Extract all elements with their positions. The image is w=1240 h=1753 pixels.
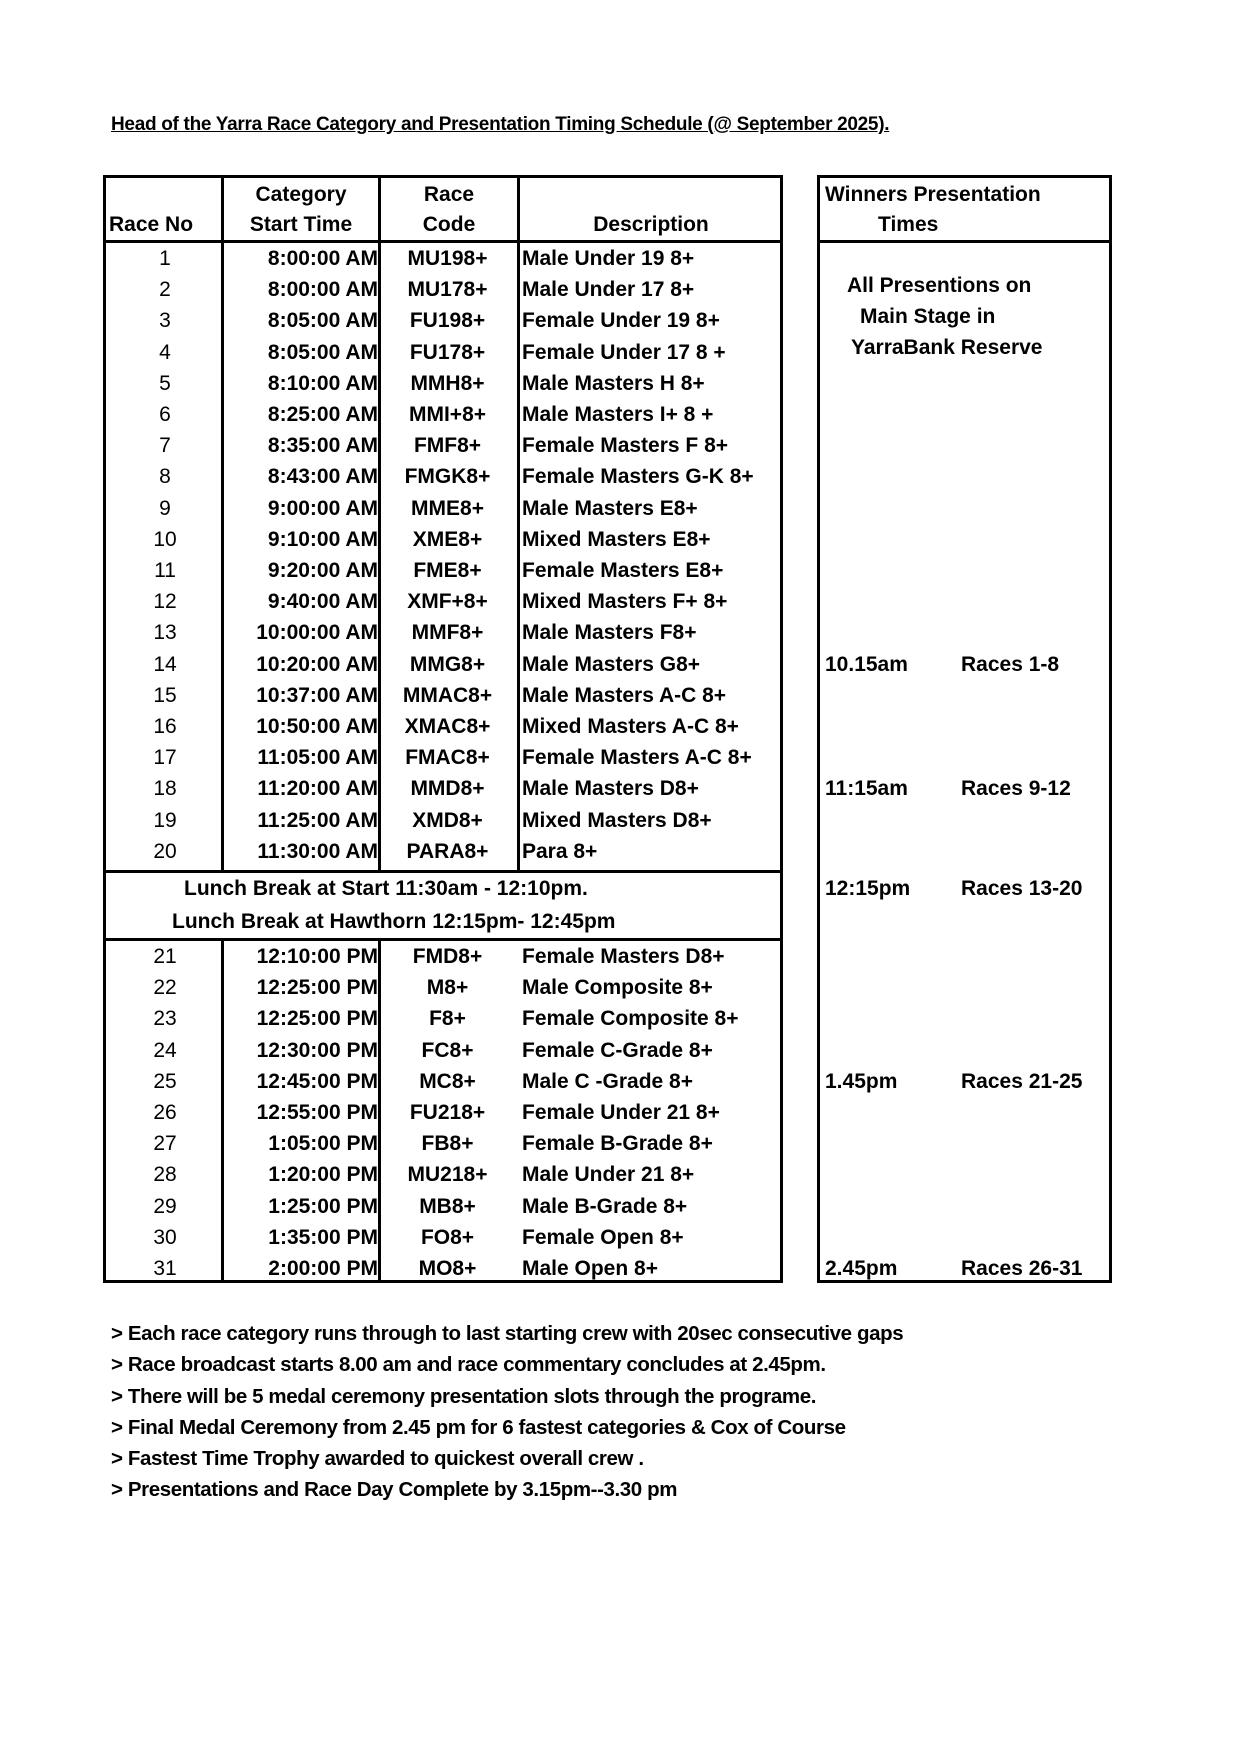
row-time: 9:20:00 AM xyxy=(267,559,378,582)
row-code: FU218+ xyxy=(409,1101,486,1124)
row-desc: Male Masters A-C 8+ xyxy=(522,683,727,707)
row-no: 26 xyxy=(153,1101,177,1124)
row-time: 8:00:00 AM xyxy=(267,278,378,302)
row-time: 11:05:00 AM xyxy=(257,746,378,770)
row-no: 23 xyxy=(153,1007,177,1031)
row-code: PARA8+ xyxy=(406,839,489,863)
row-code: FC8+ xyxy=(421,1038,474,1062)
row-desc: Male Masters D8+ xyxy=(522,777,699,801)
row-desc: Female Masters F 8+ xyxy=(522,434,729,458)
row-code: MMF8+ xyxy=(411,621,484,645)
note-item: > Final Medal Ceremony from 2.45 pm for 6 fastest categories & Cox of Course xyxy=(111,1415,846,1439)
row-desc: Male Open 8+ xyxy=(522,1257,658,1280)
slot-races: Races 26-31 xyxy=(961,1257,1083,1280)
row-no: 16 xyxy=(153,715,177,738)
row-time: 12:25:00 PM xyxy=(256,1007,378,1031)
row-no: 12 xyxy=(153,590,177,614)
row-no: 22 xyxy=(153,976,177,1000)
row-time: 8:05:00 AM xyxy=(267,309,378,333)
row-no: 11 xyxy=(154,559,176,582)
row-no: 15 xyxy=(153,683,177,707)
presentation-note-2: Main Stage in xyxy=(860,305,996,328)
slot-races: Races 13-20 xyxy=(961,877,1083,900)
row-code: FMD8+ xyxy=(412,945,483,968)
row-desc: Male Masters H 8+ xyxy=(522,371,705,395)
row-time: 12:30:00 PM xyxy=(256,1038,378,1062)
lunch-break-start: Lunch Break at Start 11:30am - 12:10pm. xyxy=(184,877,588,900)
row-time: 8:00:00 AM xyxy=(267,247,378,270)
col-divider xyxy=(517,178,520,872)
slot-races: Races 21-25 xyxy=(961,1069,1083,1093)
row-desc: Female Under 17 8 + xyxy=(522,340,726,364)
note-item: > Fastest Time Trophy awarded to quickest overall crew . xyxy=(111,1447,644,1471)
row-no: 4 xyxy=(159,340,171,364)
row-code: F8+ xyxy=(429,1007,466,1031)
row-no: 14 xyxy=(153,652,177,676)
row-code: FB8+ xyxy=(421,1132,474,1156)
row-no: 31 xyxy=(153,1257,177,1280)
row-time: 12:25:00 PM xyxy=(256,976,378,1000)
lunch-break-hawthorn: Lunch Break at Hawthorn 12:15pm- 12:45pm xyxy=(172,910,616,933)
header-code-2: Code xyxy=(422,213,476,236)
row-time: 11:25:00 AM xyxy=(257,808,378,832)
document-title: Head of the Yarra Race Category and Presentation Timing Schedule (@ September 2025). xyxy=(111,114,890,135)
row-code: FU178+ xyxy=(409,340,486,364)
row-code: MMG8+ xyxy=(409,652,486,676)
winners-header-1: Winners Presentation xyxy=(825,183,1041,206)
row-code: MMD8+ xyxy=(410,777,485,801)
slot-races: Races 1-8 xyxy=(961,652,1060,676)
row-time: 10:50:00 AM xyxy=(256,715,378,738)
row-code: MC8+ xyxy=(419,1069,476,1093)
header-code-1: Race xyxy=(423,183,475,206)
row-no: 27 xyxy=(153,1132,177,1156)
row-desc: Male Masters E8+ xyxy=(522,496,698,520)
header-start-time-2: Start Time xyxy=(249,213,353,236)
row-desc: Female C-Grade 8+ xyxy=(522,1038,713,1062)
row-desc: Male Masters F8+ xyxy=(522,621,697,645)
row-time: 8:43:00 AM xyxy=(267,465,378,489)
winners-header-divider xyxy=(820,240,1109,243)
note-item: > Each race category runs through to last starting crew with 20sec consecutive gaps xyxy=(111,1322,904,1345)
row-desc: Male Under 21 8+ xyxy=(522,1163,695,1187)
row-no: 10 xyxy=(153,527,177,551)
row-no: 5 xyxy=(159,371,171,395)
row-desc: Female Under 19 8+ xyxy=(522,309,720,333)
row-desc: Mixed Masters E8+ xyxy=(522,527,711,551)
row-desc: Mixed Masters D8+ xyxy=(522,808,712,832)
slot-time: 1.45pm xyxy=(825,1069,898,1093)
row-no: 3 xyxy=(159,309,171,333)
row-desc: Male Composite 8+ xyxy=(522,976,713,1000)
row-code: FO8+ xyxy=(420,1225,475,1249)
row-desc: Male B-Grade 8+ xyxy=(522,1194,688,1218)
winners-header-2: Times xyxy=(878,213,939,236)
row-time: 2:00:00 PM xyxy=(268,1257,378,1280)
row-no: 20 xyxy=(153,839,177,863)
row-code: MU178+ xyxy=(407,278,488,302)
slot-races: Races 9-12 xyxy=(961,777,1071,801)
row-code: FMF8+ xyxy=(413,434,482,458)
row-no: 2 xyxy=(159,278,171,302)
row-time: 1:35:00 PM xyxy=(268,1225,378,1249)
row-desc: Female Composite 8+ xyxy=(522,1007,739,1031)
row-desc: Male C -Grade 8+ xyxy=(522,1069,693,1093)
row-no: 9 xyxy=(159,496,171,520)
slot-time: 11:15am xyxy=(825,777,908,801)
row-time: 11:30:00 AM xyxy=(257,839,378,863)
row-time: 1:25:00 PM xyxy=(268,1194,378,1218)
row-code: FMGK8+ xyxy=(404,465,491,489)
header-description: Description xyxy=(593,213,709,236)
row-code: FU198+ xyxy=(409,309,486,333)
presentation-note-3: YarraBank Reserve xyxy=(851,336,1043,359)
row-code: FME8+ xyxy=(413,559,482,582)
row-no: 19 xyxy=(153,808,177,832)
row-no: 6 xyxy=(159,403,171,426)
row-desc: Female Masters D8+ xyxy=(522,945,725,968)
row-code: MMI+8+ xyxy=(408,403,487,426)
row-time: 11:20:00 AM xyxy=(257,777,378,801)
row-code: MO8+ xyxy=(418,1257,477,1280)
row-time: 8:05:00 AM xyxy=(267,340,378,364)
row-no: 29 xyxy=(153,1194,177,1218)
note-item: > Presentations and Race Day Complete by 3.15pm--3.30 pm xyxy=(111,1478,678,1502)
row-code: XME8+ xyxy=(412,527,483,551)
row-no: 24 xyxy=(153,1038,177,1062)
row-time: 12:45:00 PM xyxy=(256,1069,378,1093)
row-no: 21 xyxy=(153,945,177,968)
row-no: 30 xyxy=(153,1225,177,1249)
row-desc: Male Masters I+ 8 + xyxy=(522,403,714,426)
row-desc: Female Masters A-C 8+ xyxy=(522,746,752,770)
row-no: 18 xyxy=(153,777,177,801)
header-start-time-1: Category xyxy=(255,183,347,206)
header-race-no: Race No xyxy=(109,213,194,236)
col-divider xyxy=(378,941,381,1283)
row-desc: Para 8+ xyxy=(522,839,598,863)
row-desc: Female Open 8+ xyxy=(522,1225,684,1249)
schedule-table xyxy=(103,175,783,1283)
row-time: 9:00:00 AM xyxy=(267,496,378,520)
row-no: 7 xyxy=(159,434,171,458)
row-no: 8 xyxy=(159,465,171,489)
row-time: 12:55:00 PM xyxy=(256,1101,378,1124)
row-code: MU218+ xyxy=(407,1163,488,1187)
presentation-note-1: All Presentions on xyxy=(847,274,1032,297)
row-time: 10:20:00 AM xyxy=(256,652,378,676)
row-code: XMF+8+ xyxy=(407,590,488,614)
row-time: 8:35:00 AM xyxy=(267,434,378,458)
row-code: XMAC8+ xyxy=(404,715,491,738)
col-divider xyxy=(378,178,381,872)
row-desc: Mixed Masters F+ 8+ xyxy=(522,590,728,614)
row-code: MME8+ xyxy=(411,496,484,520)
row-code: MMH8+ xyxy=(410,371,485,395)
row-desc: Female Under 21 8+ xyxy=(522,1101,720,1124)
row-code: MU198+ xyxy=(407,247,488,270)
row-no: 1 xyxy=(159,247,171,270)
row-no: 28 xyxy=(153,1163,177,1187)
row-desc: Mixed Masters A-C 8+ xyxy=(522,715,739,738)
note-item: > There will be 5 medal ceremony presentation slots through the programe. xyxy=(111,1384,816,1408)
row-time: 1:20:00 PM xyxy=(268,1163,378,1187)
row-code: XMD8+ xyxy=(412,808,483,832)
row-time: 8:25:00 AM xyxy=(267,403,378,426)
row-desc: Female B-Grade 8+ xyxy=(522,1132,713,1156)
slot-time: 2.45pm xyxy=(825,1257,898,1280)
row-code: MMAC8+ xyxy=(402,683,493,707)
note-item: > Race broadcast starts 8.00 am and race commentary concludes at 2.45pm. xyxy=(111,1353,826,1377)
row-time: 9:40:00 AM xyxy=(267,590,378,614)
row-code: M8+ xyxy=(426,976,469,1000)
row-code: MB8+ xyxy=(419,1194,476,1218)
row-desc: Female Masters E8+ xyxy=(522,559,724,582)
row-time: 12:10:00 PM xyxy=(256,945,378,968)
row-no: 17 xyxy=(153,746,177,770)
row-desc: Male Under 19 8+ xyxy=(522,247,695,270)
row-time: 10:37:00 AM xyxy=(256,683,378,707)
row-time: 10:00:00 AM xyxy=(256,621,378,645)
slot-time: 12:15pm xyxy=(825,877,911,900)
row-time: 1:05:00 PM xyxy=(268,1132,378,1156)
row-desc: Male Masters G8+ xyxy=(522,652,701,676)
row-code: FMAC8+ xyxy=(405,746,490,770)
row-desc: Female Masters G-K 8+ xyxy=(522,465,754,489)
row-desc: Male Under 17 8+ xyxy=(522,278,695,302)
row-time: 9:10:00 AM xyxy=(267,527,378,551)
row-no: 25 xyxy=(153,1069,177,1093)
slot-time: 10.15am xyxy=(825,652,908,676)
winners-table xyxy=(817,175,1112,1283)
notes-list xyxy=(111,1318,903,1506)
row-no: 13 xyxy=(153,621,177,645)
row-time: 8:10:00 AM xyxy=(267,371,378,395)
